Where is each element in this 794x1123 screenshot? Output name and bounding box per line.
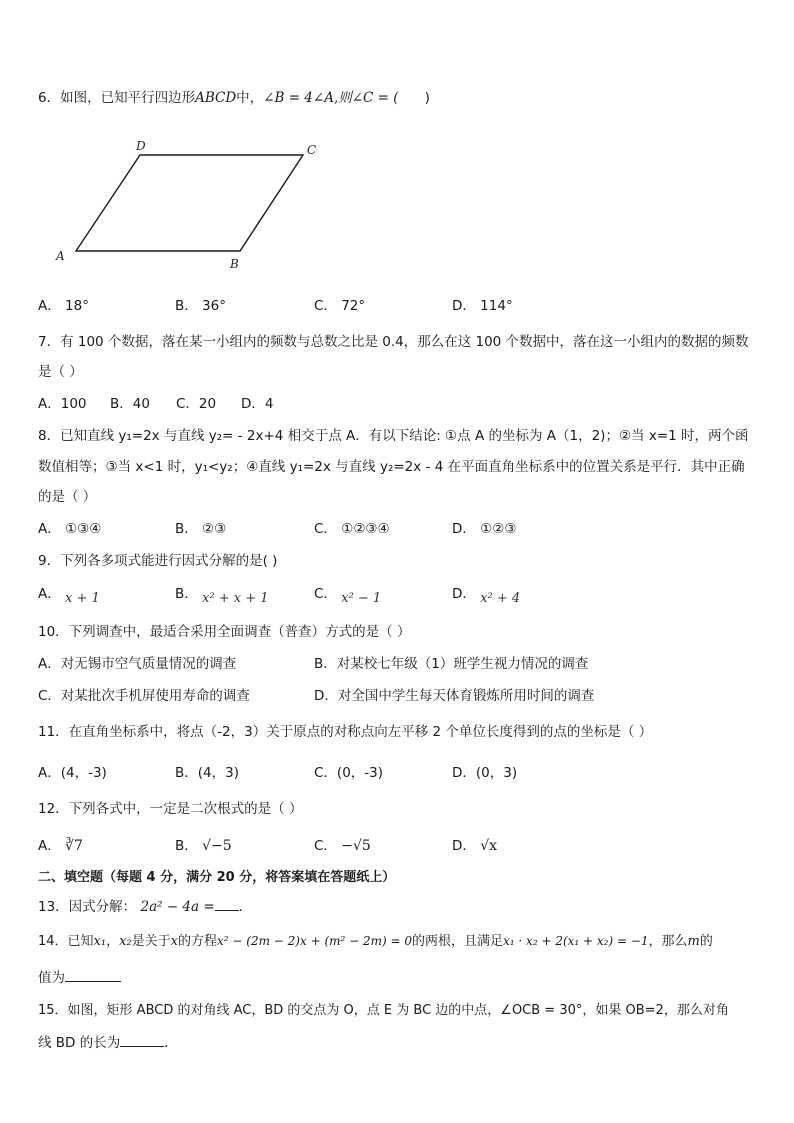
q9-option-c[interactable] (314, 585, 381, 604)
q14-x1: x₁ (93, 934, 107, 949)
q8-line3: 的是（ ） (38, 489, 97, 505)
q9-option-b[interactable] (175, 585, 269, 604)
vertex-a-label: A (56, 249, 65, 263)
q6-condition: ∠B = 4∠A, (263, 90, 339, 106)
q13 (38, 896, 252, 916)
q12-stem: 12．下列各式中，一定是二次根式的是（ ） (38, 801, 303, 817)
q9-option-a[interactable] (38, 585, 100, 604)
q14-x2: x₂ (119, 934, 132, 949)
q12-option-d-label: D． (452, 838, 476, 854)
q6-stem-text: 6．如图，已知平行四边形 (38, 90, 196, 106)
q11-option-d[interactable]: D．(0，3) (452, 765, 518, 781)
q10-stem: 10．下列调查中，最适合采用全面调查（普查）方式的是（ ） (38, 624, 411, 640)
q7-option-d[interactable]: D．4 (241, 396, 274, 412)
q13-expr: 2a² − 4a = (140, 899, 215, 915)
q7-line1: 7．有 100 个数据，落在某一小组内的频数与总数之比是 0.4，那么在这 100 个数据中，落在这一小组内的数据的频数 (38, 334, 749, 350)
q12-option-a[interactable] (38, 837, 83, 855)
q15-end: ． (164, 1035, 178, 1051)
q9-stem: 9．下列各多项式能进行因式分解的是( ) (38, 553, 278, 569)
q8-option-c[interactable]: C． ①②③④ (314, 521, 390, 537)
vertex-b-label: B (230, 257, 239, 271)
q14-x: x (170, 934, 179, 949)
q11-option-b[interactable]: B．(4，3) (175, 765, 239, 781)
q8-option-a[interactable]: A． ①③④ (38, 521, 102, 537)
q9-option-c-expr: x² − 1 (341, 591, 382, 606)
q14-text-2: 是关于 (131, 934, 171, 949)
q14-m: m (687, 934, 700, 949)
q8-option-d[interactable]: D． ①②③ (452, 521, 517, 537)
q9-option-d-expr: x² + 4 (480, 591, 521, 606)
q12-option-b[interactable] (175, 837, 232, 855)
q7-option-b[interactable]: B．40 (110, 396, 150, 412)
q15-answer-blank[interactable] (120, 1032, 164, 1047)
q7-option-a[interactable]: A．100 (38, 396, 87, 412)
q6-mid-text: 中， (236, 90, 264, 106)
q15-line1: 15．如图，矩形 ABCD 的对角线 AC，BD 的交点为 O，点 E 为 BC 边的中点，∠OCB = 30°，如果 OB=2，那么对角 (38, 1003, 729, 1018)
q14-text-6: 的 (699, 934, 713, 949)
q12-option-a-expr: ∛7 (65, 838, 83, 854)
q9-option-a-expr: x + 1 (65, 591, 100, 606)
parallelogram-shape (76, 155, 303, 251)
q14-equation: x² − (2m − 2)x + (m² − 2m) = 0 (217, 934, 413, 948)
q12-option-c[interactable] (314, 837, 371, 855)
q14-text-4: 的两根，且满足 (412, 934, 504, 949)
q14-text-3: 的方程 (178, 934, 218, 949)
q6-option-a[interactable]: A． 18° (38, 298, 89, 314)
q14-line2-text: 值为 (38, 970, 65, 986)
vertex-c-label: C (307, 143, 317, 157)
q9-option-c-label: C． (314, 586, 337, 602)
q12-option-d-expr: √x (480, 838, 498, 854)
q12-option-b-label: B． (175, 838, 198, 854)
q6-option-c[interactable]: C． 72° (314, 298, 366, 314)
q11-option-a[interactable]: A．(4，-3) (38, 765, 107, 781)
q12-option-c-label: C． (314, 838, 337, 854)
q14-sep: ， (106, 934, 120, 949)
q6-option-d[interactable]: D． 114° (452, 298, 513, 314)
q7-option-c[interactable]: C．20 (176, 396, 217, 412)
q8-option-b[interactable]: B． ②③ (175, 521, 227, 537)
q13-answer-blank[interactable] (215, 896, 239, 911)
q9-option-b-label: B． (175, 586, 198, 602)
q9-option-d-label: D． (452, 586, 476, 602)
q14-line2 (38, 967, 121, 987)
q14-text-1: 14．已知 (38, 934, 94, 949)
q11-option-c[interactable]: C．(0，-3) (314, 765, 384, 781)
q13-stem: 13．因式分解： (38, 899, 137, 915)
vertex-d-label: D (136, 139, 146, 153)
q7-line2: 是（ ） (38, 364, 83, 380)
q8-line1: 8．已知直线 y₁=2x 与直线 y₂= - 2x+4 相交于点 A．有以下结论: ①点 A 的坐标为 A（1，2)；②当 x=1 时，两个函 (38, 428, 749, 444)
q9-option-a-label: A． (38, 586, 61, 602)
q10-option-d[interactable]: D．对全国中学生每天体育锻炼所用时间的调查 (314, 688, 595, 704)
q14-condition: x₁ · x₂ + 2(x₁ + x₂) = −1 (503, 934, 649, 948)
q6-stem (38, 89, 430, 107)
q14-line1 (38, 932, 713, 951)
q6-parallelogram-name: ABCD (195, 90, 237, 106)
q6-ask: 则∠C = ( (338, 90, 399, 106)
q12-option-a-label: A． (38, 838, 61, 854)
q8-line2: 数值相等；③当 x<1 时，y₁<y₂；④直线 y₁=2x 与直线 y₂=2x - 4 在平面直角坐标系中的位置关系是平行．其中正确 (38, 459, 745, 475)
section-2-heading: 二、填空题（每题 4 分，满分 20 分，将答案填在答题纸上） (38, 870, 396, 885)
q9-option-d[interactable] (452, 585, 520, 604)
q9-option-b-expr: x² + x + 1 (202, 591, 269, 606)
q14-answer-blank[interactable] (65, 967, 121, 982)
q11-stem: 11．在直角坐标系中，将点（-2，3）关于原点的对称点向左平移 2 个单位长度得到的点的坐标是（ ） (38, 724, 653, 740)
q12-option-b-expr: √−5 (202, 838, 232, 854)
q10-option-c[interactable]: C．对某批次手机屏使用寿命的调查 (38, 688, 250, 704)
q12-option-c-expr: −√5 (341, 838, 371, 854)
q10-option-a[interactable]: A．对无锡市空气质量情况的调查 (38, 656, 237, 672)
q14-text-5: ，那么 (648, 934, 688, 949)
q6-end: ) (424, 90, 430, 106)
q6-option-b[interactable]: B． 36° (175, 298, 226, 314)
q15-line2-text: 线 BD 的长为 (38, 1035, 121, 1051)
q13-end: ． (238, 899, 253, 915)
q12-option-d[interactable] (452, 837, 497, 855)
q15-line2 (38, 1032, 178, 1052)
q10-option-b[interactable]: B．对某校七年级（1）班学生视力情况的调查 (314, 656, 589, 672)
